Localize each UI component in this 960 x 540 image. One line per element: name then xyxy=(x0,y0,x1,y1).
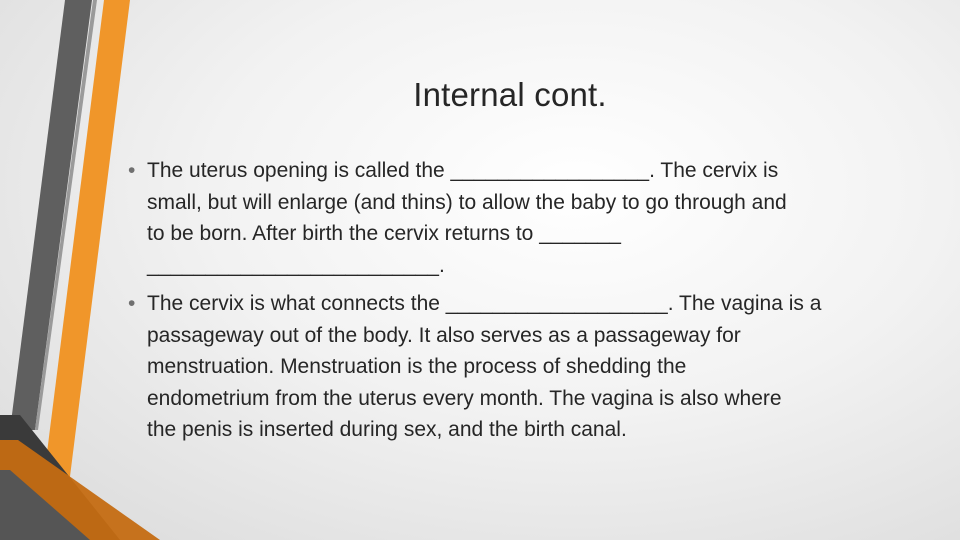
bullet-list xyxy=(128,155,918,453)
bullet-item xyxy=(128,288,918,446)
bullet-icon: • xyxy=(128,292,136,315)
slide-title: Internal cont. xyxy=(413,76,607,113)
bullet-item xyxy=(128,155,918,281)
bullet-text: The uterus opening is called the _________________. The cervix is small, but will enlarge (and thins) to allow the baby to go through and to be born. After birth the cervix returns to _______ _________________________. xyxy=(147,159,787,277)
bullet-icon: • xyxy=(128,159,136,182)
bullet-text: The cervix is what connects the ___________________. The vagina is a passageway out of the body. It also serves as a passageway for menstruation. Menstruation is the process of shedding the endometrium from the uterus every month. The vagina is also where the penis is inserted during sex, and the birth canal. xyxy=(147,292,822,441)
